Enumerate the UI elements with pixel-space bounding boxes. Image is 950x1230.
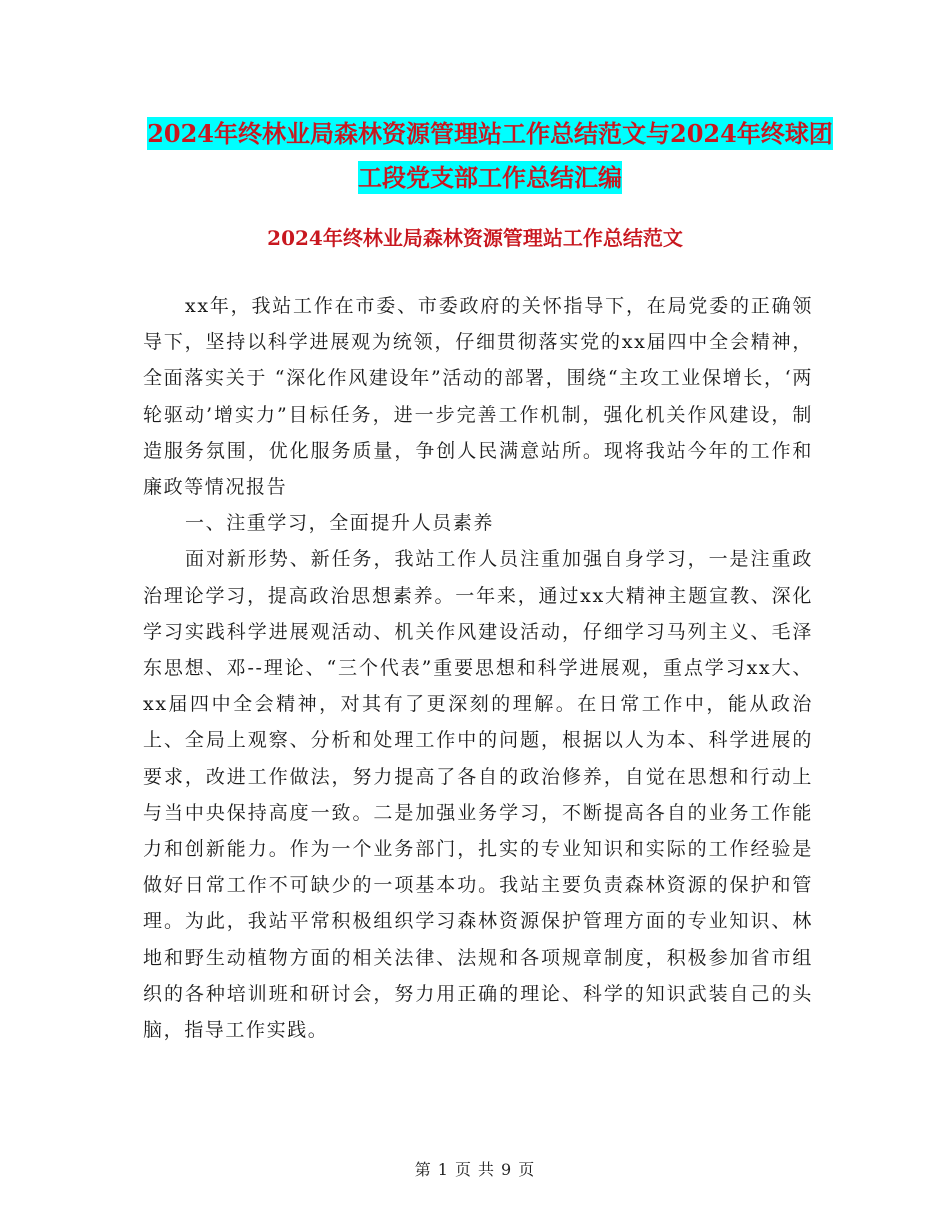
page-footer bbox=[0, 1157, 950, 1180]
page-label-prefix: 第 bbox=[414, 1160, 432, 1179]
body-paragraph: xx年，我站工作在市委、市委政府的关怀指导下，在局党委的正确领导下，坚持以科学进展观为统领，仔细贯彻落实党的xx届四中全会精神，全面落实关于 “深化作风建设年”活动的部署，围绕“主攻工业保增长，‘两轮驱动’增实力”目标任务，进一步完善工作机制，强化机关作风建设，制造服务氛围，优化服务质量，争创人民满意站所。现将我站今年的工作和廉政等情况报告 bbox=[143, 295, 813, 499]
document-title-text: 2024年终林业局森林资源管理站工作总结范文与2024年终球团工段党支部工作总结汇编 bbox=[147, 119, 833, 192]
section-title: 2024年终林业局森林资源管理站工作总结范文 bbox=[267, 226, 683, 250]
body-paragraph: 面对新形势、新任务，我站工作人员注重加强自身学习，一是注重政治理论学习，提高政治思想素养。一年来，通过xx大精神主题宣教、深化学习实践科学进展观活动、机关作风建设活动，仔细学习马列主义、毛泽东思想、邓--理论、“三个代表”重要思想和科学进展观，重点学习xx大、xx届四中全会精神，对其有了更深刻的理解。在日常工作中，能从政治上、全局上观察、分析和处理工作中的问题，根据以人为本、科学进展的要求，改进工作做法，努力提高了各自的政治修养，自觉在思想和行动上与当中央保持高度一致。二是加强业务学习，不断提高各自的业务工作能力和创新能力。作为一个业务部门，扎实的专业知识和实际的工作经验是做好日常工作不可缺少的一项基本功。我站主要负责森林资源的保护和管理。为此，我站平常积极组织学习森林资源保护管理方面的专业知识、林地和野生动植物方面的相关法律、法规和各项规章制度，积极参加省市组织的各种培训班和研讨会，努力用正确的理论、科学的知识武装自己的头脑，指导工作实践。 bbox=[143, 548, 813, 1042]
total-suffix: 页 bbox=[518, 1160, 536, 1179]
section-heading: 一、注重学习，全面提升人员素养 bbox=[185, 512, 495, 535]
document-title bbox=[140, 112, 840, 200]
page-number: 1 bbox=[437, 1160, 449, 1179]
total-prefix: 共 bbox=[478, 1160, 496, 1179]
document-body bbox=[143, 288, 813, 1048]
page-label-mid: 页 bbox=[454, 1160, 472, 1179]
total-pages: 9 bbox=[501, 1160, 513, 1179]
